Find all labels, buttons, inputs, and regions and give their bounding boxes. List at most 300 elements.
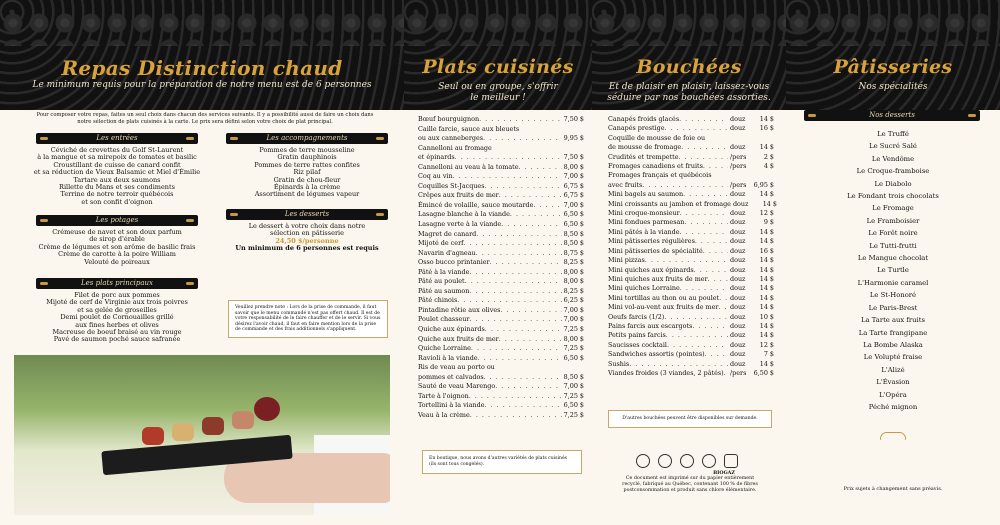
biogaz-icon [724,454,738,468]
plats-list [20,292,214,344]
dessert-item: Le Vendôme [871,154,915,163]
item-price: 6,25 $ [563,296,584,305]
dessert-item: La Tarte aux fruits [861,316,925,325]
panel-plats-cuisines [404,0,592,525]
menu-item [608,322,774,331]
item-price: 6,50 $ [563,220,584,229]
dessert-item: Le Tutti-frutti [869,241,917,250]
menu-item [608,162,774,171]
panel-title: Plats cuisinés [422,56,574,78]
item-name: Crudités et trempette [608,152,679,161]
section-desserts-header: Nos desserts [804,110,980,121]
item-name: Mini quiches Lorraine [608,284,680,293]
item-name: Tarte à l'oignon [418,391,469,400]
menu-item [608,124,774,133]
menu-item [418,325,584,335]
section-plats-header: Les plats principaux [36,278,198,289]
dessert-item: Le Truffé [877,130,909,138]
item-name: Fromages canadiens et fruits [608,162,703,171]
item-name: Sushis [608,359,630,368]
item-price: 7,50 $ [563,115,584,123]
item-price: 16 $ [759,124,774,133]
item-name: Mini pâtisseries de spécialité [608,246,703,255]
dot-leader [476,249,562,259]
dot-leader [692,322,728,331]
dot-leader [469,392,562,402]
item-name: Pâté au saumon [418,286,470,295]
dot-leader [684,218,728,227]
dot-leader [495,382,562,392]
item-price: 14 $ [759,190,774,199]
item-name: Sandwiches assortis (pointes) [608,350,705,359]
item-name: Ravioli à la viande [418,353,478,362]
menu-item [418,373,584,383]
menu-item [418,115,584,125]
item-name: Mini croissants au jambon et fromage [608,199,731,208]
dessert-item: La Tarte frangipane [858,328,928,337]
photo-appetizer [202,417,224,435]
item-price: 14 $ [759,293,774,302]
menu-item-line: Cannelloni au fromage [418,143,492,152]
item-price: 14 $ [759,321,774,330]
item-price: 9,95 $ [563,134,584,143]
panel-repas-distinction [0,0,404,525]
menu-item [418,268,584,278]
dot-leader [703,247,728,256]
pcf-icon [702,454,716,468]
item-name: Poulet chasseur [418,315,470,324]
dot-leader [485,325,562,335]
dot-leader [499,335,562,345]
dot-leader [718,303,728,312]
item-name: Pâté au poulet [418,277,465,286]
accompagnement-item: Épinards à la crème [273,183,341,192]
eco-logos [636,454,738,468]
item-name: Pâté à la viande [418,267,470,276]
ornament-pattern [592,10,786,46]
photo-appetizer [172,423,194,441]
item-price: 7,00 $ [563,172,584,181]
dot-leader [667,341,728,350]
potage-item: Crème de légumes et son arôme de basilic frais [38,242,196,251]
panel-subtitle-line1: Seul ou en groupe, s'offrir [438,82,558,92]
entree-item: Rillette du Mans et ses condiments [59,183,175,192]
menu-item [608,275,774,284]
item-name: Lasagne verte à la viande [418,220,502,229]
dessert-item: Le Framboisier [866,216,920,225]
dessert-item: L'Opéra [879,390,907,399]
item-name: Mini bagels au saumon [608,190,684,199]
item-unit: douz [730,274,746,283]
menu-item [608,228,774,237]
warning-note: Veuillez prendre note : Lors de la prise de commande, il faut savoir que le menu commandé n'est pas offert chaud. Il est de votre responsabilité de le faire chauffer et de le servir. Si vous désirez l'avoir chaud, il faut en faire mention lors de la prise de commande et des frais additionnels s'appliquent. [228,300,388,338]
menu-item [418,258,584,268]
dot-leader [485,401,562,411]
item-unit: douz [730,218,746,227]
item-price: 14 $ [759,143,774,152]
dot-leader [679,153,729,162]
item-price: 2 $ [763,152,774,161]
item-unit: douz [732,199,749,208]
item-name: Pintadine rôtie aux olives [418,305,501,314]
item-unit: douz [730,124,746,133]
dot-leader [490,258,562,268]
item-unit: douz [730,246,746,255]
dot-leader [680,228,728,237]
bouchees-note: D'autres bouchées peuvent être disponibles sur demande. [608,410,772,428]
item-price: 14 $ [759,284,774,293]
item-price: 7,25 $ [563,410,584,419]
dessert-item: Le Sucré Salé [869,142,917,151]
item-price: 7,25 $ [563,344,584,353]
price-disclaimer: Prix sujets à changement sans préavis. [843,486,943,492]
entree-item: Croustillant de cuisse de canard confit [53,160,181,169]
menu-item [418,239,584,249]
item-price: 6,75 $ [563,181,584,190]
plat-item: Macreuse de boeuf braisé au vin rouge [52,328,182,337]
potages-list [20,229,214,266]
menu-item [608,313,774,322]
section-desserts-header: Les desserts [226,209,388,220]
dot-leader [629,360,728,369]
menu-item-line: Caille farcie, sauce aux bleuets [418,124,520,133]
menu-item [418,249,584,259]
item-unit: /pers [730,368,747,377]
item-price: 8,75 $ [563,248,584,257]
ornament-pattern [0,10,404,46]
dot-leader [703,162,728,171]
menu-item [608,284,774,293]
dessert-item: Le Turtle [877,266,909,275]
item-name: Mini pâtisseries régulières [608,237,695,246]
menu-item [608,115,774,124]
dot-leader [519,163,562,173]
menu-item [418,401,584,411]
item-price: 14 $ [759,303,774,312]
menu-item [608,369,774,378]
item-unit: douz [730,237,746,246]
menu-item [608,256,774,265]
dot-leader [499,191,562,201]
dot-leader [465,277,562,287]
menu-item [418,230,584,240]
dessert-item: Le Volupté fraise [863,353,923,362]
item-price: 14 $ [759,256,774,265]
dot-leader [500,306,562,316]
item-price: 7,00 $ [563,200,584,209]
item-price: 14 $ [759,115,774,123]
entree-item: Céviché de crevettes du Golf St-Laurent [50,146,184,154]
dot-leader [469,315,562,325]
item-name: Petits pains farcis [608,331,666,340]
item-price: 8,00 $ [563,267,584,276]
dessert-item: Le Croque-framboise [856,167,930,176]
plat-item: aux fines herbes et olives [75,320,159,329]
panel-title: Repas Distinction chaud [61,56,343,80]
item-price: 8,25 $ [563,258,584,267]
item-price: 7,50 $ [563,153,584,162]
item-name: Saucisses cocktail [608,340,667,349]
item-name: Pains farcis aux escargots [608,321,693,330]
item-name: Canapés froids glacés [608,115,680,123]
item-price: 7,00 $ [563,305,584,314]
plat-item: et sa gelée de groseilles [77,305,157,314]
menu-item [418,306,584,316]
accompagnement-item: Gratin de chou-fleur [273,175,341,184]
menu-item [418,287,584,297]
item-price: 8,25 $ [563,286,584,295]
item-name: Crêpes aux fruits de mer [418,191,499,200]
dot-leader [680,284,728,293]
panel-header [592,0,786,110]
menu-item [418,335,584,345]
item-price: 14 $ [759,227,774,236]
menu-item [418,315,584,325]
item-name: Mini pâtés à la viande [608,227,680,236]
dot-leader [533,201,562,211]
dot-leader [705,350,728,359]
item-name: Quiche Lorraine [418,344,471,353]
item-unit: douz [730,115,746,123]
dessert-item: Péché mignon [868,402,918,411]
item-name: Quiche aux fruits de mer [418,334,499,343]
item-name: Quiche aux épinards [418,325,485,334]
dot-leader [457,296,562,306]
menu-item [608,199,777,209]
item-name: Oeufs farcis (1/2) [608,312,665,321]
dot-leader [455,153,562,163]
ecologo-icon [680,454,694,468]
item-name: ou aux canneberges [418,134,484,143]
plat-item: Pavé de saumon poché sauce safranée [53,335,181,344]
dessert-item: Le St-Honoré [869,291,917,300]
item-price: 8,50 $ [563,239,584,248]
section-accomp-header: Les accompagnements [226,133,388,144]
dessert-item: Le Diabolo [874,179,912,188]
item-name: et épinards [418,153,455,162]
item-name: Mini croque-monsieur [608,209,680,218]
item-price: 14 $ [759,237,774,246]
item-name: Mini pizzas [608,256,645,265]
item-price: 7,25 $ [563,391,584,400]
intro-text: Pour composer votre repas, faites un seul choix dans chacun des services suivants. Il y a possibilité aussi de faire un choix dans notre sélection de plats cuisinés à la carte. Le prix sera défini selon votre choix de plat principal. [36,112,374,125]
item-name: Cannelloni au veau à la tomate [418,162,519,171]
dessert-item: L'Évasion [876,378,910,387]
item-name: Mini vol-au-vent aux fruits de mer [608,303,719,312]
item-price: 7,00 $ [563,382,584,391]
item-price: 6,50 $ [563,401,584,410]
dot-leader [471,344,562,354]
menu-item [608,294,774,303]
accompagnement-item: Pommes de terre mousseline [259,146,355,154]
panel-patisseries [786,0,1000,525]
item-unit: douz [730,359,746,368]
dessert-item: L'Harmonie caramel [857,278,929,287]
dot-leader [463,239,562,249]
menu-item [608,143,774,152]
menu-item [418,182,584,192]
item-name: Coq au vin [418,172,453,181]
item-name: Pâté chinois [418,296,458,305]
item-price: 6,95 $ [753,180,774,189]
panel-subtitle-line2: séduire par nos bouchées assorties. [607,93,771,103]
item-name: Coquilles St-Jacques [418,181,485,190]
accompagnement-item: Riz pilaf [293,168,321,177]
menu-item [608,237,774,246]
item-name: Lasagne blanche à la viande [418,210,510,219]
menu-item [418,411,584,421]
panel-header [786,0,1000,110]
item-name: Émincé de volaille, sauce moutarde [418,200,534,209]
desserts-line2: sélection en pâtisserie [270,229,344,238]
menu-item [418,172,584,182]
item-price: 12 $ [759,209,774,218]
panel-title: Pâtisseries [833,56,953,78]
panel-bouchees [592,0,786,525]
item-price: 8,50 $ [563,229,584,238]
item-name: Bœuf bourguignon [418,115,480,123]
menu-item [608,341,774,350]
item-name: Navarin d'agneau [418,248,476,257]
item-price: 6,75 $ [563,191,584,200]
menu-item [608,331,774,340]
dot-leader [453,172,562,182]
dessert-item: Le Paris-Brest [868,303,918,312]
menu-item [418,277,584,287]
dot-leader [708,275,728,284]
menu-item [418,392,584,402]
dessert-item: La Bombe Alaska [863,340,923,349]
eco-text: Ce document est imprimé sur du papier entièrement recyclé, fabriqué au Québec, contenant 100 % de fibres postconsommation et produit sans chlore élémentaire. [622,476,758,493]
item-name: Tortellini à la viande [418,401,485,410]
item-unit: douz [730,265,746,274]
item-price: 4 $ [763,162,774,171]
menu-item [418,191,584,201]
food-photo [14,355,390,515]
panel-header [0,0,404,110]
menu-item [418,210,584,220]
panel-subtitle: Le minimum requis pour la préparation de notre menu est de 6 personnes [32,80,372,90]
menu-item [418,382,584,392]
item-unit: douz [730,209,746,218]
ornament-pattern [404,10,592,46]
menu-item [608,266,774,275]
dot-leader [483,134,562,144]
item-unit: douz [730,321,746,330]
menu-item-line: Fromages français et québécois [608,171,712,180]
dot-leader [476,230,562,240]
item-name: pommes et calvados [418,372,484,381]
recycle-icon [636,454,650,468]
entrees-list [20,147,214,206]
panel-header [404,0,592,110]
panel-title: Bouchées [636,56,742,78]
menu-item [418,354,584,364]
item-price: 7,25 $ [563,325,584,334]
item-price: 14 $ [759,331,774,340]
dot-leader [645,256,728,265]
dot-leader [478,354,562,364]
potage-item: Crémeuse de navet et son doux parfum [52,228,182,236]
menu-item [608,350,774,359]
item-name: Magret de canard [418,229,477,238]
panel-subtitle-line2: le meilleur ! [470,93,526,103]
bouchees-list [608,115,777,378]
item-name: avec fruits [608,180,643,189]
menu-item [418,163,584,173]
entree-item: Terrine de notre terroir québécois [60,190,174,199]
panel-subtitle-line1: Et de plaisir en plaisir, laissez-vous [608,82,770,92]
item-price: 14 $ [759,359,774,368]
menu-item [608,181,774,190]
menu-item-line: Ris de veau au porto ou [418,363,495,372]
item-name: Mini quiches aux fruits de mer [608,274,708,283]
dot-leader [664,313,728,322]
item-price: 6,50 $ [753,368,774,377]
ornament-swirl [880,432,906,440]
desserts-line1: Le dessert à votre choix dans notre [248,222,366,230]
item-name: Osso bucco printanier [418,258,490,267]
plats-note: En boutique, nous avons d'autres variétés de plats cuisinés (ils sont tous congelés). [422,450,582,474]
dot-leader [510,210,562,220]
entree-item: à la mangue et sa mirepoix de tomates et basilic [37,153,197,162]
item-price: 8,50 $ [563,372,584,381]
entree-item: et son confit d'oignon [81,197,153,206]
item-price: 16 $ [759,246,774,255]
dessert-item: Le Fondant trois chocolats [847,192,939,201]
item-unit: douz [730,293,746,302]
entree-item: et sa réduction de Vieux Balsamic et Miel d'Émilie [33,168,201,177]
dot-leader [719,294,728,303]
dessert-item: Le Mangue chocolat [857,254,929,263]
item-price: 8,00 $ [563,277,584,286]
menu-item [418,220,584,230]
menu-item [418,134,584,144]
item-price: 14 $ [759,274,774,283]
item-price: 8,00 $ [563,334,584,343]
item-price: 14 $ [759,265,774,274]
item-name: Sauté de veau Marengo [418,382,496,391]
photo-appetizer [232,411,254,429]
item-price: 8,00 $ [563,162,584,171]
dot-leader [469,268,562,278]
dot-leader [642,181,728,190]
accompagnement-item: Pommes de terre rattes confites [254,160,360,169]
dot-leader [501,220,562,230]
menu-item [418,344,584,354]
dot-leader [683,190,728,199]
dot-leader [694,266,728,275]
dot-leader [479,115,562,125]
item-price: 12 $ [759,340,774,349]
plat-item: Demi poulet de Cornouailles grillé [60,313,174,322]
accompagnement-item: Assortiment de légumes vapeur [254,190,360,199]
menu-item-line: Coquille de mousse de foie ou [608,133,706,142]
item-name: de mousse de fromage [608,143,682,152]
potage-item: de sirop d'érable [89,235,145,244]
item-unit: /pers [730,162,747,171]
section-entrees-header: Les entrées [36,133,198,144]
menu-item [418,296,584,306]
photo-appetizer [142,427,164,445]
menu-item [418,153,584,163]
item-name: Veau à la crème [418,410,470,419]
menu-item [608,360,774,369]
potage-item: Crème de carotte à la poire William [58,250,176,259]
dot-leader [484,373,562,383]
item-price: 14 $ [762,199,777,208]
item-name: Viandes froides (3 viandes, 2 pâtés) [608,368,724,377]
